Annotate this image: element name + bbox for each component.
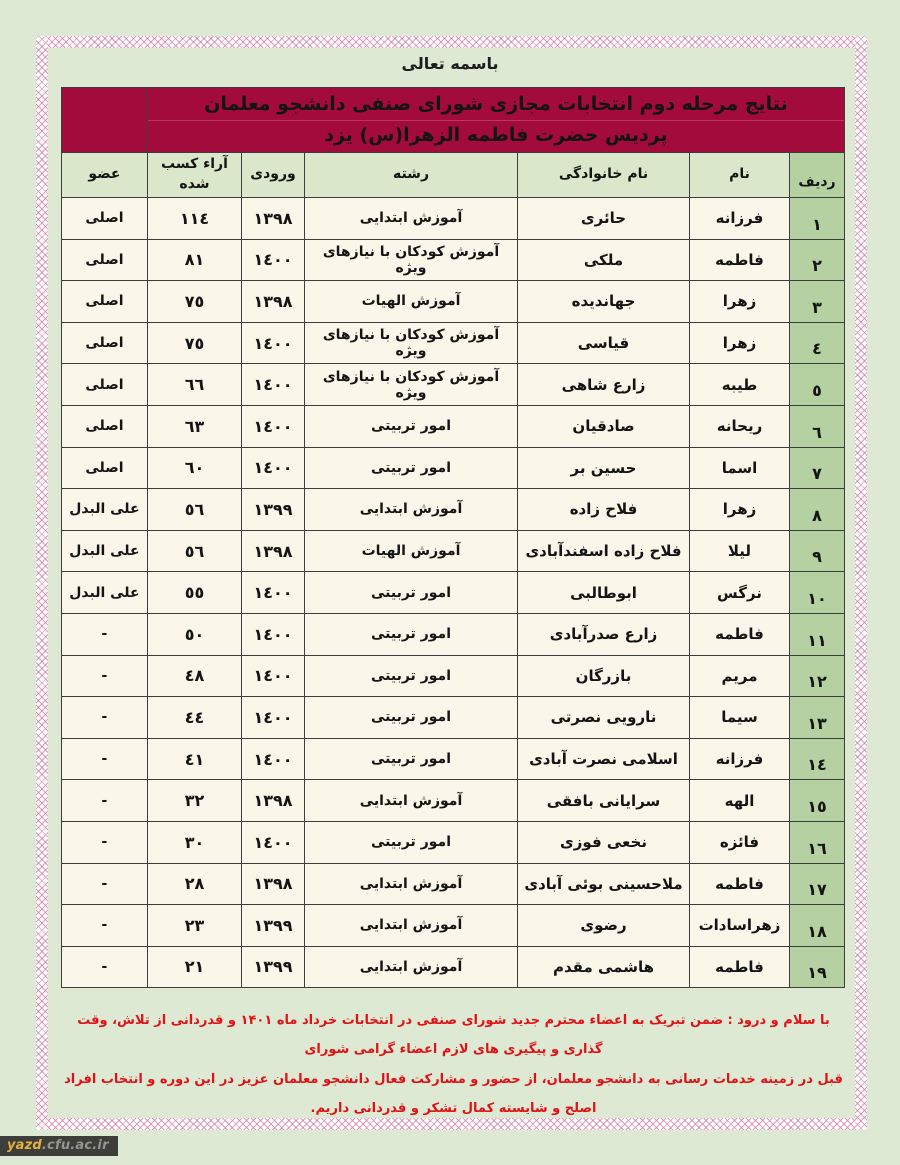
cell-no: ١	[790, 198, 845, 240]
cell-votes: ٢٣	[147, 905, 241, 947]
cell-major: امور تربیتی	[305, 821, 518, 863]
cell-major: آموزش ابتدایی	[305, 905, 518, 947]
cell-name: فرزانه	[690, 738, 790, 780]
cell-entry: ١٣٩٨	[242, 863, 305, 905]
cell-no: ٩	[790, 530, 845, 572]
cell-status: اصلی	[61, 281, 147, 323]
footer-note	[62, 1006, 845, 1123]
cell-entry: ١٣٩٨	[242, 198, 305, 240]
cell-votes: ٤١	[147, 738, 241, 780]
cell-status: -	[61, 780, 147, 822]
election-results-table	[62, 87, 845, 988]
cell-family: صادقیان	[518, 405, 690, 447]
cell-votes: ٥٠	[147, 613, 241, 655]
cell-votes: ٥٦	[147, 489, 241, 531]
cell-entry: ١٤٠٠	[242, 821, 305, 863]
footer-line-2: قبل در زمینه خدمات رسانی به دانشجو معلمان، از حضور و مشارکت فعال دانشجو معلمان عزیز در این دوره و انتخاب افراد اصلح و شایسته کمال تشکر و قدردانی داریم.	[64, 1071, 843, 1116]
table-row	[61, 863, 844, 905]
table-row	[61, 821, 844, 863]
cell-status: -	[61, 613, 147, 655]
cell-major: آموزش ابتدایی	[305, 863, 518, 905]
footer-line-1: با سلام و درود : ضمن تبریک به اعضاء محترم جدید شورای صنفی در انتخابات خرداد ماه ۱۴۰۱ و قدردانی از تلاش، وقت گذاری و پیگیری های لازم اعضاء گرامی شورای	[77, 1013, 830, 1058]
cell-no: ٣	[790, 281, 845, 323]
cell-status: -	[61, 738, 147, 780]
cell-votes: ٦٣	[147, 405, 241, 447]
cell-votes: ٤٨	[147, 655, 241, 697]
cell-major: امور تربیتی	[305, 405, 518, 447]
cell-major: امور تربیتی	[305, 447, 518, 489]
lattice-border-right	[855, 36, 867, 1130]
cell-family: رضوی	[518, 905, 690, 947]
cell-entry: ١٤٠٠	[242, 447, 305, 489]
table-row	[61, 738, 844, 780]
cell-entry: ١٤٠٠	[242, 405, 305, 447]
cell-family: حائری	[518, 198, 690, 240]
cell-entry: ١٣٩٨	[242, 530, 305, 572]
cell-major: امور تربیتی	[305, 738, 518, 780]
table-row	[61, 447, 844, 489]
cell-family: ملاحسینی بوئی آبادی	[518, 863, 690, 905]
cell-entry: ١٣٩٩	[242, 946, 305, 988]
cell-votes: ٦٦	[147, 364, 241, 406]
cell-name: زهرا	[690, 281, 790, 323]
watermark-suffix: .cfu.ac.ir	[41, 1138, 109, 1153]
cell-major: امور تربیتی	[305, 613, 518, 655]
cell-status: اصلی	[61, 322, 147, 364]
cell-major: آموزش کودکان با نیازهای ویژه	[305, 239, 518, 281]
cell-family: فلاح زاده	[518, 489, 690, 531]
title-line-1: نتایج مرحله دوم انتخابات مجازی شورای صنفی دانشجو معلمان	[204, 92, 788, 115]
cell-entry: ١٤٠٠	[242, 655, 305, 697]
cell-family: ملکی	[518, 239, 690, 281]
cell-name: فائزه	[690, 821, 790, 863]
cell-status: علی البدل	[61, 489, 147, 531]
cell-status: -	[61, 946, 147, 988]
cell-status: -	[61, 863, 147, 905]
cell-no: ١٣	[790, 697, 845, 739]
cell-family: قیاسی	[518, 322, 690, 364]
column-header-membership: عضو	[61, 153, 147, 198]
table-row	[61, 489, 844, 531]
column-header-row-number: ردیف	[790, 153, 845, 198]
column-header-first-name: نام	[690, 153, 790, 198]
cell-name: فاطمه	[690, 863, 790, 905]
cell-entry: ١٤٠٠	[242, 364, 305, 406]
table-row	[61, 239, 844, 281]
cell-major: آموزش کودکان با نیازهای ویژه	[305, 364, 518, 406]
cell-votes: ٥٥	[147, 572, 241, 614]
column-header-major: رشته	[305, 153, 518, 198]
table-row	[61, 530, 844, 572]
cell-status: -	[61, 655, 147, 697]
cell-family: نخعی فوزی	[518, 821, 690, 863]
cell-name: طیبه	[690, 364, 790, 406]
cell-name: نرگس	[690, 572, 790, 614]
cell-votes: ٨١	[147, 239, 241, 281]
table-row	[61, 198, 844, 240]
cell-status: علی البدل	[61, 572, 147, 614]
cell-no: ١٠	[790, 572, 845, 614]
cell-name: فاطمه	[690, 613, 790, 655]
cell-major: امور تربیتی	[305, 655, 518, 697]
cell-no: ١٧	[790, 863, 845, 905]
cell-major: آموزش کودکان با نیازهای ویژه	[305, 322, 518, 364]
column-header-entry-year: ورودی	[242, 153, 305, 198]
cell-family: اسلامی نصرت آبادی	[518, 738, 690, 780]
cell-entry: ١٤٠٠	[242, 738, 305, 780]
cell-entry: ١٣٩٨	[242, 281, 305, 323]
cell-family: حسین بر	[518, 447, 690, 489]
cell-name: لیلا	[690, 530, 790, 572]
cell-no: ١١	[790, 613, 845, 655]
cell-no: ١٤	[790, 738, 845, 780]
cell-status: -	[61, 905, 147, 947]
cell-status: اصلی	[61, 239, 147, 281]
cell-family: بازرگان	[518, 655, 690, 697]
cell-no: ١٢	[790, 655, 845, 697]
cell-family: جهاندیده	[518, 281, 690, 323]
lattice-border-top	[36, 36, 867, 48]
cell-major: آموزش ابتدایی	[305, 489, 518, 531]
cell-family: نارویی نصرتی	[518, 697, 690, 739]
cell-votes: ٥٦	[147, 530, 241, 572]
cell-entry: ١٤٠٠	[242, 239, 305, 281]
cell-major: آموزش ابتدایی	[305, 780, 518, 822]
cell-status: اصلی	[61, 405, 147, 447]
column-header-votes: آراء کسب شده	[147, 153, 241, 198]
cell-votes: ٢١	[147, 946, 241, 988]
table-row	[61, 655, 844, 697]
table-row	[61, 322, 844, 364]
cell-entry: ١٤٠٠	[242, 322, 305, 364]
results-tbody	[61, 198, 844, 988]
cell-status: -	[61, 697, 147, 739]
cell-major: امور تربیتی	[305, 572, 518, 614]
cell-major: آموزش ابتدایی	[305, 198, 518, 240]
cell-family: هاشمی مقدم	[518, 946, 690, 988]
cell-no: ٨	[790, 489, 845, 531]
table-row	[61, 281, 844, 323]
watermark-brand: yazd	[7, 1138, 42, 1153]
site-watermark	[0, 1136, 118, 1156]
column-header-last-name: نام خانوادگی	[518, 153, 690, 198]
cell-entry: ١٣٩٩	[242, 489, 305, 531]
title-banner-row	[61, 88, 844, 153]
table-row	[61, 697, 844, 739]
title-line-2: پردیس حضرت فاطمه الزهرا(س) یزد	[324, 124, 668, 146]
cell-votes: ٦٠	[147, 447, 241, 489]
cell-no: ٦	[790, 405, 845, 447]
bismillah-heading: باسمه تعالی	[401, 54, 499, 73]
cell-family: سرایانی بافقی	[518, 780, 690, 822]
table-row	[61, 780, 844, 822]
cell-family: فلاح زاده اسفندآبادی	[518, 530, 690, 572]
cell-family: زارع شاهی	[518, 364, 690, 406]
cell-entry: ١٤٠٠	[242, 697, 305, 739]
cell-name: زهرا	[690, 322, 790, 364]
cell-entry: ١٤٠٠	[242, 613, 305, 655]
cell-entry: ١٤٠٠	[242, 572, 305, 614]
cell-name: سیما	[690, 697, 790, 739]
cell-no: ٥	[790, 364, 845, 406]
title-banner	[147, 88, 844, 153]
cell-no: ٤	[790, 322, 845, 364]
cell-name: الهه	[690, 780, 790, 822]
table-row	[61, 364, 844, 406]
cell-major: امور تربیتی	[305, 697, 518, 739]
cell-no: ٧	[790, 447, 845, 489]
cell-votes: ١١٤	[147, 198, 241, 240]
title-banner-empty-cell	[61, 88, 147, 153]
cell-votes: ٤٤	[147, 697, 241, 739]
column-header-row	[61, 153, 844, 198]
table-row	[61, 572, 844, 614]
table-row	[61, 905, 844, 947]
cell-family: ابوطالبی	[518, 572, 690, 614]
cell-no: ١٥	[790, 780, 845, 822]
cell-name: زهراسادات	[690, 905, 790, 947]
cell-major: آموزش ابتدایی	[305, 946, 518, 988]
cell-status: اصلی	[61, 447, 147, 489]
cell-status: -	[61, 821, 147, 863]
cell-no: ١٩	[790, 946, 845, 988]
cell-no: ٢	[790, 239, 845, 281]
cell-no: ١٨	[790, 905, 845, 947]
cell-name: ریحانه	[690, 405, 790, 447]
cell-votes: ٧٥	[147, 322, 241, 364]
table-row	[61, 946, 844, 988]
cell-entry: ١٣٩٨	[242, 780, 305, 822]
cell-major: آموزش الهیات	[305, 530, 518, 572]
cell-name: اسما	[690, 447, 790, 489]
table-row	[61, 405, 844, 447]
cell-name: مریم	[690, 655, 790, 697]
cell-votes: ٢٨	[147, 863, 241, 905]
cell-family: زارع صدرآبادی	[518, 613, 690, 655]
table-row	[61, 613, 844, 655]
cell-no: ١٦	[790, 821, 845, 863]
cell-status: اصلی	[61, 198, 147, 240]
cell-major: آموزش الهیات	[305, 281, 518, 323]
cell-status: اصلی	[61, 364, 147, 406]
cell-status: علی البدل	[61, 530, 147, 572]
cell-votes: ٧٥	[147, 281, 241, 323]
cell-name: فاطمه	[690, 239, 790, 281]
cell-entry: ١٣٩٩	[242, 905, 305, 947]
cell-votes: ٣٠	[147, 821, 241, 863]
cell-name: فاطمه	[690, 946, 790, 988]
lattice-border-left	[36, 36, 48, 1130]
cell-votes: ٣٢	[147, 780, 241, 822]
cell-name: فرزانه	[690, 198, 790, 240]
cell-name: زهرا	[690, 489, 790, 531]
